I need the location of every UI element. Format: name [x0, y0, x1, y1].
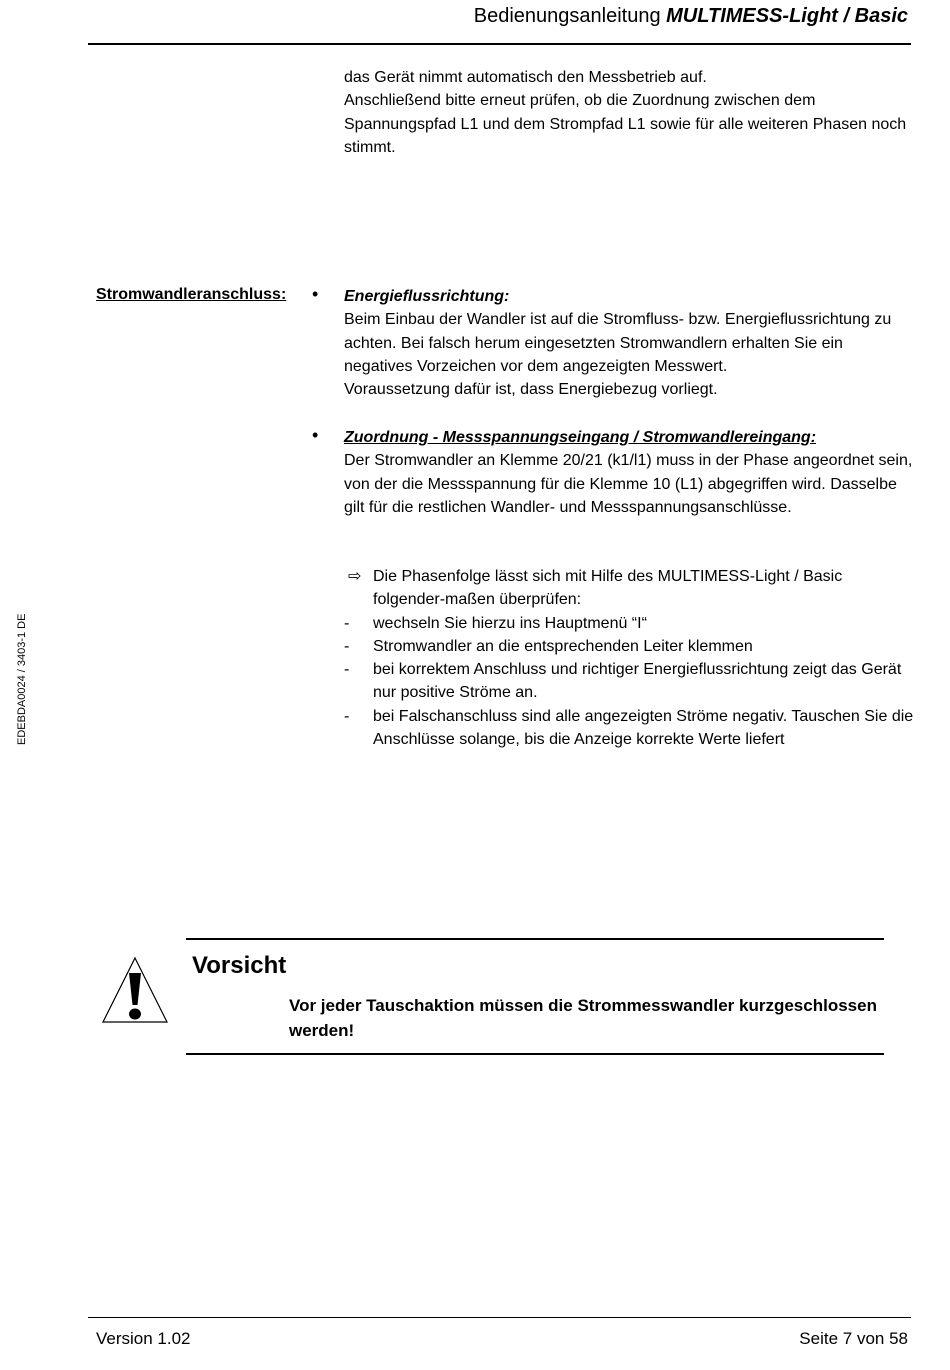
caution-top-rule: [186, 938, 884, 940]
caution-text: Vor jeder Tauschaktion müssen die Strommesswandler kurzgeschlossen werden!: [289, 996, 877, 1040]
header-title: [474, 5, 908, 28]
arrow-note-text: Die Phasenfolge lässt sich mit Hilfe des MULTIMESS-Light / Basic folgender-maßen überprüfen:: [373, 568, 843, 609]
item-zuordnung: [344, 426, 914, 519]
footer-rule: [88, 1317, 911, 1318]
dash-mark: -: [344, 637, 350, 655]
item-1-body-2: Voraussetzung dafür ist, dass Energiebezug vorliegt.: [344, 381, 718, 399]
footer-page-number: Seite 7 von 58: [799, 1329, 908, 1348]
bullet-2: •: [312, 425, 319, 445]
intro-line-2: Anschließend bitte erneut prüfen, ob die Zuordnung zwischen dem Spannungspfad L1 und dem Strompfad L1 sowie für alle weiteren Phasen noch stimmt.: [344, 92, 907, 156]
list-item: [344, 658, 914, 705]
item-2-heading: Zuordnung - Messspannungseingang / Stromwandlereingang:: [344, 429, 817, 446]
list-item: [344, 635, 914, 658]
item-1-body: Beim Einbau der Wandler ist auf die Stromfluss- bzw. Energieflussrichtung zu achten. Bei falsch herum eingesetzten Stromwandlern erhalten Sie ein negatives Vorzeichen vor dem angezeigten Messwert.: [344, 311, 892, 375]
warning-triangle-icon: [100, 955, 170, 1025]
dash-mark: -: [344, 614, 350, 632]
list-item: [344, 705, 914, 752]
footer-version: Version 1.02: [96, 1329, 191, 1348]
section-label: Stromwandleranschluss:: [96, 286, 287, 303]
dash-mark: -: [344, 707, 350, 725]
arrow-note: [344, 565, 914, 612]
header-brand: MULTIMESS-Light / Basic: [666, 5, 908, 27]
caution-title: Vorsicht: [192, 952, 287, 979]
intro-paragraph: [344, 66, 914, 159]
arrow-right-icon: ⇨: [348, 568, 362, 585]
phase-check-list: [344, 565, 914, 751]
step-text: bei korrektem Anschluss und richtiger Energieflussrichtung zeigt das Gerät nur positive Ströme an.: [373, 661, 902, 702]
dash-mark: -: [344, 661, 350, 679]
bullet-1: •: [312, 284, 319, 304]
header-prefix: Bedienungsanleitung: [473, 5, 667, 27]
step-text: Stromwandler an die entsprechenden Leiter klemmen: [373, 637, 753, 655]
step-text: bei Falschanschluss sind alle angezeigten Ströme negativ. Tauschen Sie die Anschlüsse solange, bis die Anzeige korrekte Werte liefert: [373, 707, 914, 749]
item-2-body: Der Stromwandler an Klemme 20/21 (k1/l1) muss in der Phase angeordnet sein, von der die Messspannung für die Klemme 10 (L1) abgegriffen wird. Dasselbe gilt für die restlichen Wandler- und Messspannungsanschlüsse.: [344, 452, 913, 516]
item-1-heading: Energieflussrichtung:: [344, 288, 510, 305]
intro-line-1: das Gerät nimmt automatisch den Messbetrieb auf.: [344, 69, 707, 86]
list-item: [344, 612, 914, 635]
caution-bottom-rule: [186, 1053, 884, 1055]
document-code: EDEBDA0024 / 3403-1 DE: [16, 613, 28, 745]
step-text: wechseln Sie hierzu ins Hauptmenü “I“: [373, 614, 647, 632]
item-energieflussrichtung: [344, 285, 914, 401]
header-rule: [88, 43, 911, 45]
